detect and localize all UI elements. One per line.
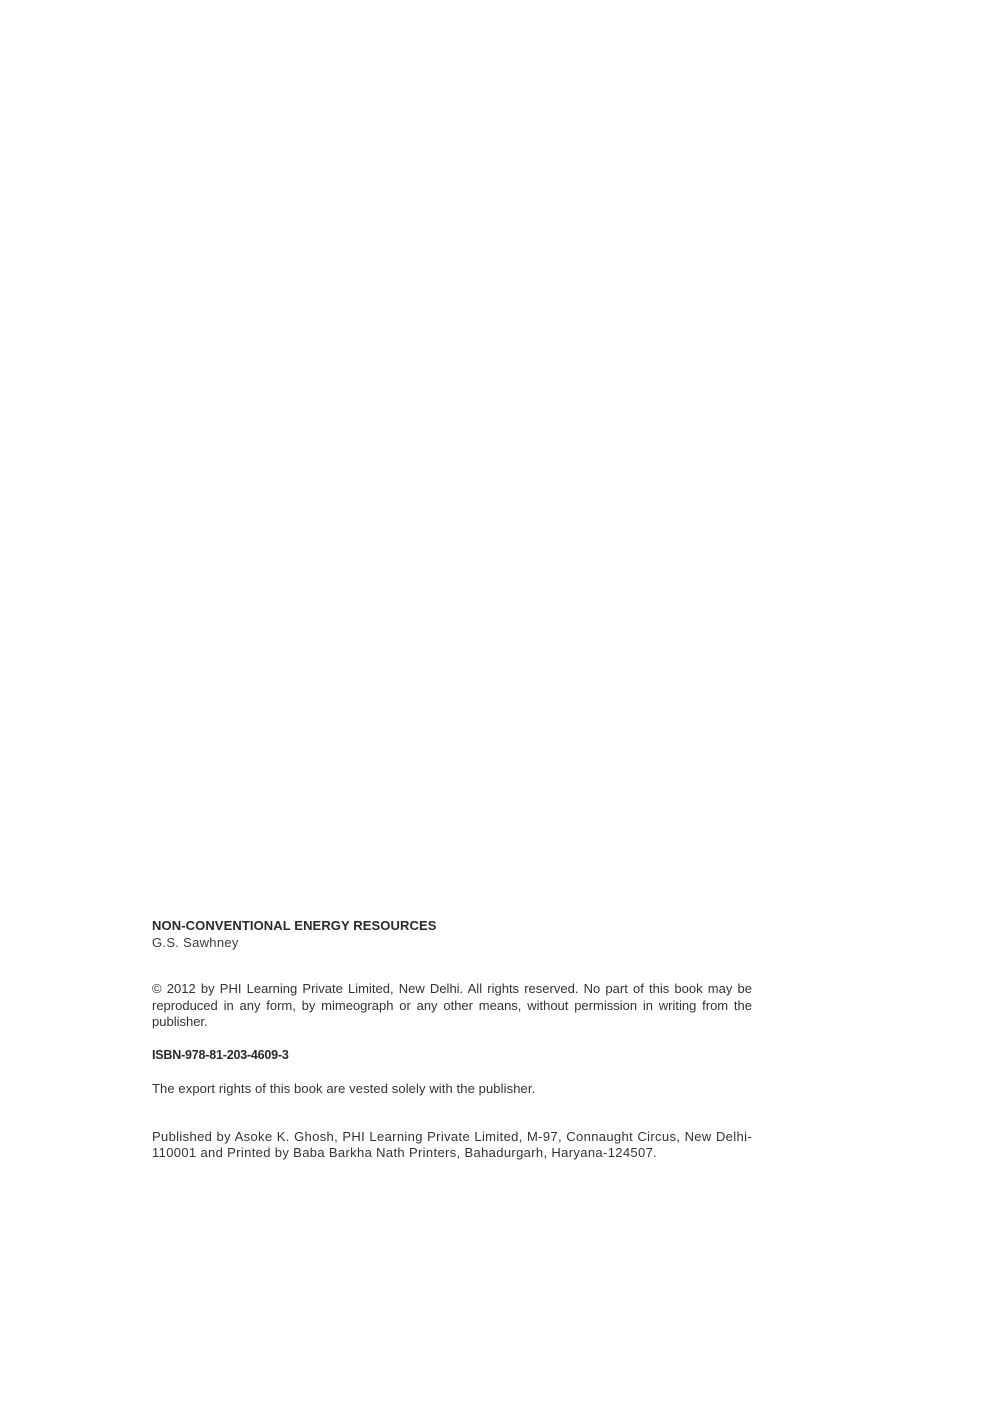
export-rights-notice: The export rights of this book are vested solely with the publisher. xyxy=(152,1081,536,1096)
author-name: G.S. Sawhney xyxy=(152,934,239,950)
book-title: NON-CONVENTIONAL ENERGY RESOURCES xyxy=(152,918,437,933)
publisher-info: Published by Asoke K. Ghosh, PHI Learning Private Limited, M-97, Connaught Circus, New Delhi-110001 and Printed by Baba Barkha Nath Printers, Bahadurgarh, Haryana-124507. xyxy=(152,1128,752,1160)
copyright-notice: © 2012 by PHI Learning Private Limited, New Delhi. All rights reserved. No part of this book may be reproduced in any form, by mimeograph or any other means, without permission in writing from the publisher. xyxy=(152,981,752,1029)
imprint-block xyxy=(152,918,752,1162)
isbn-number: ISBN-978-81-203-4609-3 xyxy=(152,1047,289,1062)
